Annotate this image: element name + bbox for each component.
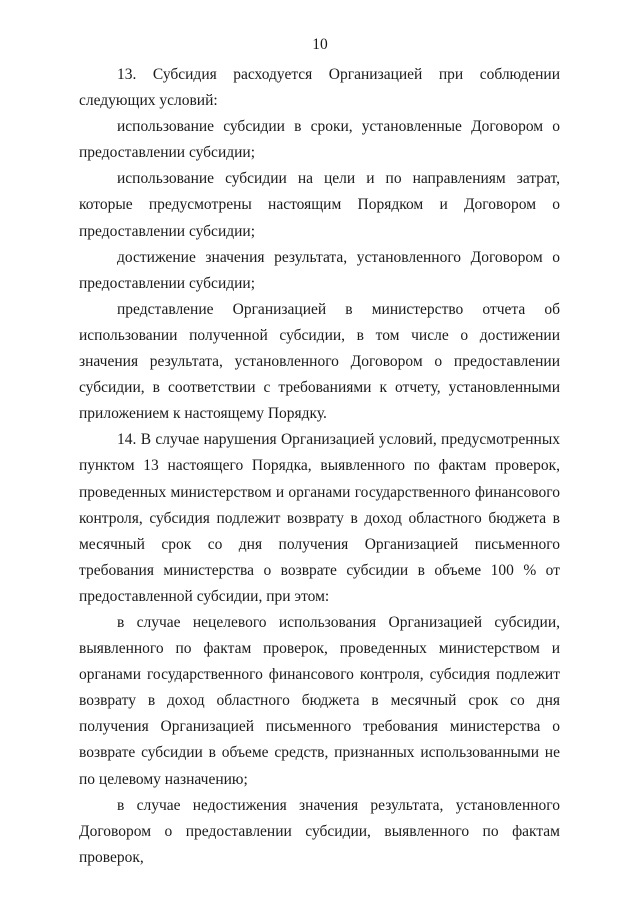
condition-purposes: использование субсидии на цели и по направлениям затрат, которые предусмотрены настоящим Порядком и Договором о предоставлении субсидии; <box>79 170 560 240</box>
document-body <box>79 62 560 871</box>
condition-result: достижение значения результата, установленного Договором о предоставлении субсидии; <box>79 248 560 292</box>
condition-deadlines: использование субсидии в сроки, установленные Договором о предоставлении субсидии; <box>79 118 560 162</box>
case-result-not-achieved: в случае недостижения значения результата, установленного Договором о предоставлении субсидии, выявленного по фактам проверок, <box>79 796 560 866</box>
page-number: 10 <box>312 36 328 53</box>
paragraph-13-intro: 13. Субсидия расходуется Организацией при соблюдении следующих условий: <box>79 66 560 110</box>
case-misuse: в случае нецелевого использования Организацией субсидии, выявленного по фактам проверок, проведенных министерством и органами государственного финансового контроля, субсидия подлежит возврату в доход областного бюджета в месячный срок со дня получения Организацией письменного требования министерства о возврате субсидии в объеме средств, признанных использованными не по целевому назначению; <box>79 613 560 788</box>
condition-report: представление Организацией в министерство отчета об использовании полученной субсидии, в том числе о достижении значения результата, установленного Договором о предоставлении субсидии, в соответствии с требованиями к отчету, установленными приложением к настоящему Порядку. <box>79 300 560 423</box>
paragraph-14-intro: 14. В случае нарушения Организацией условий, предусмотренных пунктом 13 настоящего Порядка, выявленного по фактам проверок, проведенных министерством и органами государственного финансового контроля, субсидия подлежит возврату в доход областного бюджета в месячный срок со дня получения Организацией письменного требования министерства о возврате субсидии в объеме 100 % от предоставленной субсидии, при этом: <box>79 431 560 605</box>
